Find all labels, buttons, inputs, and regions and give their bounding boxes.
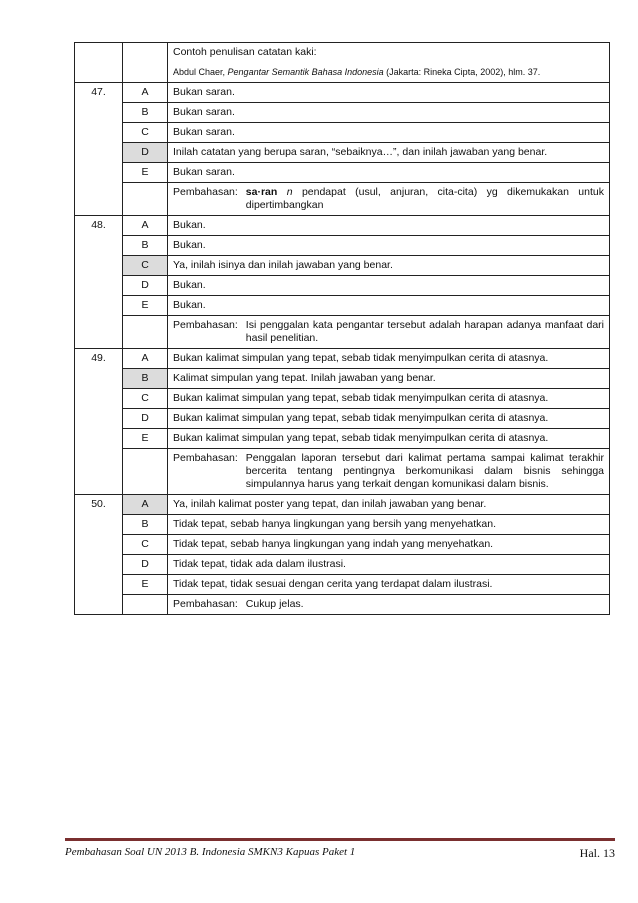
explanation-label: Pembahasan:: [173, 319, 238, 331]
explanation-row: [75, 316, 610, 349]
correct-option-letter: B: [123, 369, 168, 389]
option-text: Bukan saran.: [168, 123, 610, 143]
option-letter: A: [123, 83, 168, 103]
option-text: Tidak tepat, tidak ada dalam ilustrasi.: [168, 555, 610, 575]
explanation-text: Penggalan laporan tersebut dari kalimat pertama sampai kalimat terakhir bercerita tentang pentingnya berkomunikasi dalam bisnis sehingga simpulannya harus yang terkait dengan komunikasi dalam bisnis.: [245, 452, 604, 490]
option-text: Kalimat simpulan yang tepat. Inilah jawaban yang benar.: [168, 369, 610, 389]
option-row: [75, 515, 610, 535]
option-row: [75, 103, 610, 123]
footnote-reference: Abdul Chaer, Pengantar Semantik Bahasa Indonesia (Jakarta: Rineka Cipta, 2002), hlm. 37.: [173, 67, 541, 77]
part-of-speech: n: [286, 186, 293, 198]
option-text: Bukan.: [168, 276, 610, 296]
explanation-row: [75, 595, 610, 615]
question-48-row: [75, 216, 610, 236]
option-text: Bukan saran.: [168, 163, 610, 183]
option-row: [75, 409, 610, 429]
option-row: [75, 369, 610, 389]
option-text: Bukan saran.: [168, 83, 610, 103]
question-number: 49.: [75, 349, 123, 495]
empty-cell: [123, 595, 168, 615]
option-text: Bukan.: [168, 216, 610, 236]
option-row: [75, 256, 610, 276]
option-letter: E: [123, 575, 168, 595]
empty-cell: [123, 183, 168, 216]
explanation-label: Pembahasan:: [173, 186, 238, 198]
option-row: [75, 429, 610, 449]
explanation-row: [75, 449, 610, 495]
explanation-label: Pembahasan:: [173, 452, 238, 464]
option-letter: D: [123, 276, 168, 296]
option-row: [75, 535, 610, 555]
option-text: Inilah catatan yang berupa saran, “sebaiknya…”, dan inilah jawaban yang benar.: [168, 143, 610, 163]
explanation-row: [75, 183, 610, 216]
option-text: Ya, inilah isinya dan inilah jawaban yang benar.: [168, 256, 610, 276]
empty-cell: [75, 43, 123, 83]
option-text: Bukan saran.: [168, 103, 610, 123]
option-row: [75, 575, 610, 595]
option-text: Tidak tepat, sebab hanya lingkungan yang bersih yang menyehatkan.: [168, 515, 610, 535]
question-number: 48.: [75, 216, 123, 349]
explanation: [168, 449, 610, 495]
option-text: Tidak tepat, sebab hanya lingkungan yang indah yang menyehatkan.: [168, 535, 610, 555]
option-text: Bukan kalimat simpulan yang tepat, sebab tidak menyimpulkan cerita di atasnya.: [168, 389, 610, 409]
answer-sheet: [74, 42, 609, 615]
option-letter: B: [123, 236, 168, 256]
explanation-text: pendapat (usul, anjuran, cita-cita) yg dikemukakan untuk dipertimbangkan: [245, 186, 604, 211]
option-text: Bukan.: [168, 236, 610, 256]
option-letter: C: [123, 535, 168, 555]
correct-option-letter: A: [123, 495, 168, 515]
option-letter: A: [123, 216, 168, 236]
page-footer: [65, 838, 615, 861]
explanation-label: Pembahasan:: [173, 598, 238, 610]
option-row: [75, 123, 610, 143]
explanation: [168, 595, 610, 615]
option-text: Bukan kalimat simpulan yang tepat, sebab tidak menyimpulkan cerita di atasnya.: [168, 429, 610, 449]
option-row: [75, 143, 610, 163]
question-47-row: [75, 83, 610, 103]
explanation-text: Isi penggalan kata pengantar tersebut adalah harapan adanya manfaat dari hasil penelitian.: [245, 319, 604, 344]
question-49-row: [75, 349, 610, 369]
question-number: 47.: [75, 83, 123, 216]
empty-cell: [123, 449, 168, 495]
footnote-heading: Contoh penulisan catatan kaki:: [173, 46, 317, 58]
page-number: Hal. 13: [579, 846, 615, 860]
option-letter: B: [123, 103, 168, 123]
option-letter: C: [123, 123, 168, 143]
intro-row: [75, 43, 610, 83]
option-row: [75, 236, 610, 256]
empty-cell: [123, 316, 168, 349]
option-text: Ya, inilah kalimat poster yang tepat, dan inilah jawaban yang benar.: [168, 495, 610, 515]
option-text: Bukan kalimat simpulan yang tepat, sebab tidak menyimpulkan cerita di atasnya.: [168, 349, 610, 369]
option-row: [75, 389, 610, 409]
correct-option-letter: C: [123, 256, 168, 276]
footnote-example: [168, 43, 610, 83]
option-text: Tidak tepat, tidak sesuai dengan cerita yang terdapat dalam ilustrasi.: [168, 575, 610, 595]
option-row: [75, 276, 610, 296]
option-letter: E: [123, 296, 168, 316]
option-row: [75, 296, 610, 316]
option-letter: E: [123, 163, 168, 183]
explanation-text: Cukup jelas.: [245, 598, 304, 610]
empty-cell: [123, 43, 168, 83]
dictionary-term: sa·ran: [245, 186, 278, 198]
option-letter: D: [123, 409, 168, 429]
option-row: [75, 555, 610, 575]
question-50-row: [75, 495, 610, 515]
option-row: [75, 163, 610, 183]
option-text: Bukan kalimat simpulan yang tepat, sebab tidak menyimpulkan cerita di atasnya.: [168, 409, 610, 429]
explanation: [168, 316, 610, 349]
option-letter: D: [123, 555, 168, 575]
option-letter: B: [123, 515, 168, 535]
answer-table: [74, 42, 610, 615]
correct-option-letter: D: [123, 143, 168, 163]
question-number: 50.: [75, 495, 123, 615]
footer-document-title: Pembahasan Soal UN 2013 B. Indonesia SMKN3 Kapuas Paket 1: [65, 846, 356, 858]
option-letter: E: [123, 429, 168, 449]
option-letter: A: [123, 349, 168, 369]
explanation: [168, 183, 610, 216]
option-letter: C: [123, 389, 168, 409]
option-text: Bukan.: [168, 296, 610, 316]
